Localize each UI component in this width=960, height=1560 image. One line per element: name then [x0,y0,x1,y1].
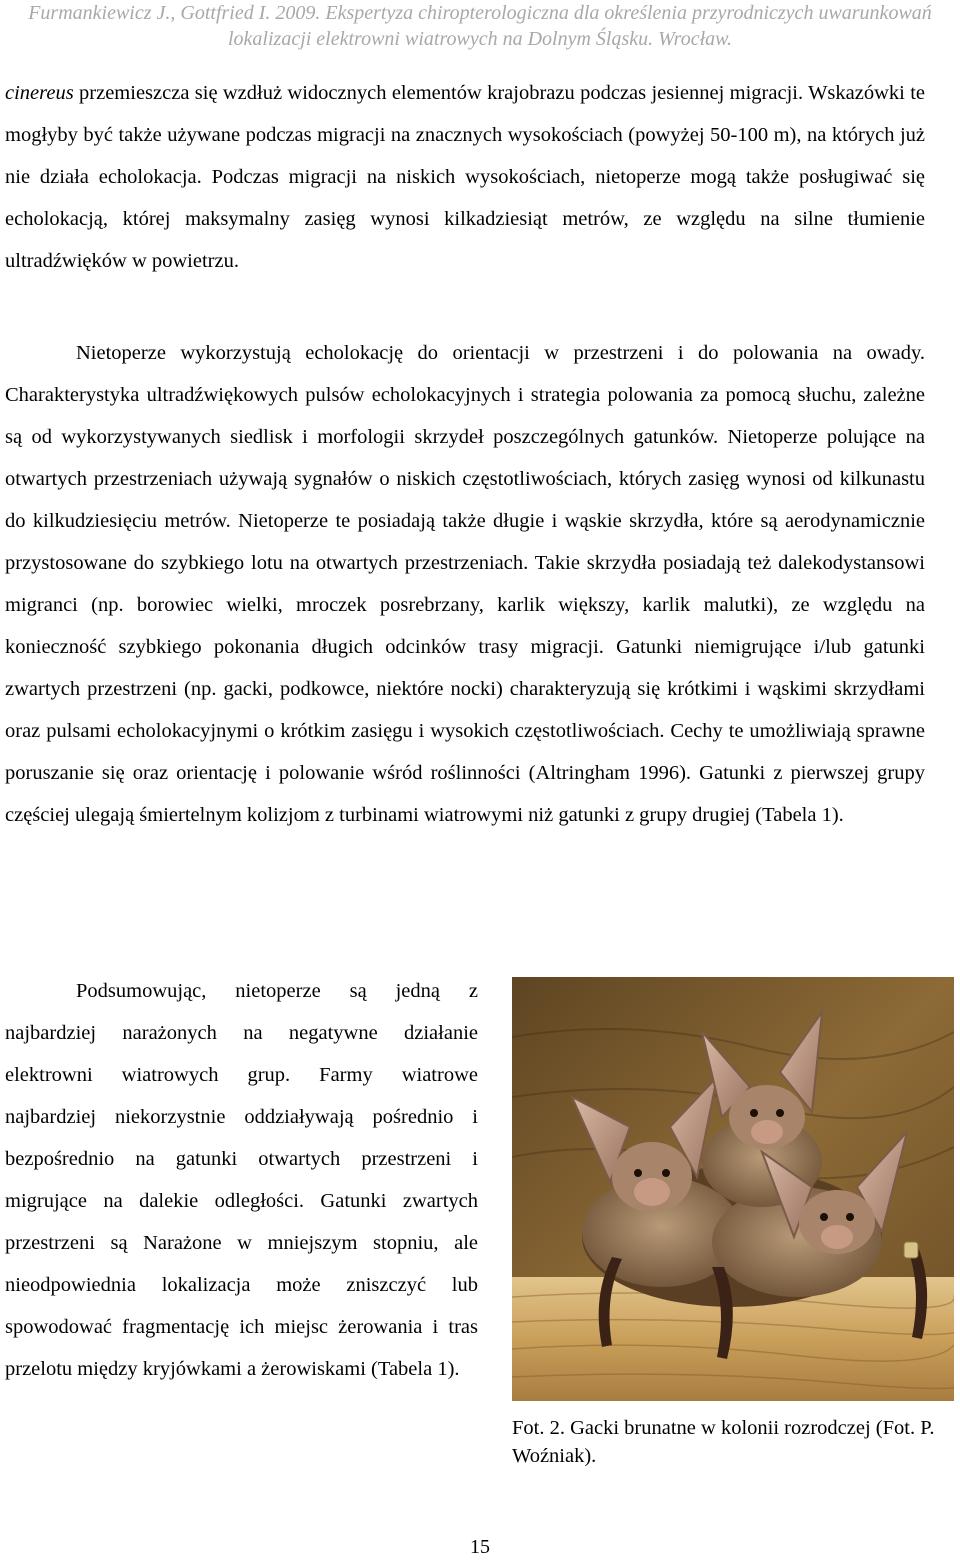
page-number: 15 [470,1536,490,1558]
species-name-italic: cinereus [5,82,74,104]
body-paragraph-3: Podsumowując, nietoperze są jedną z najbardziej narażonych na negatywne działanie elektrowni wiatrowych grup. Farmy wiatrowe najbardziej niekorzystnie oddziaływają pośrednio i bezpośrednio na gatunki otwartych przestrzeni i migrujące na dalekie odległości. Gatunki zwartych przestrzeni są Narażone w mniejszym stopniu, ale nieodpowiednia lokalizacja może zniszczyć lub spowodować fragmentację ich miejsc żerowania i tras przelotu między kryjówkami a żerowiskami (Tabela 1). [5,980,478,1380]
body-paragraph-1 [5,72,925,282]
header-line-1: Furmankiewicz J., Gottfried I. 2009. Ekspertyza chiropterologiczna dla określenia przyrodniczych uwarunkowań [28,2,932,24]
body-paragraph-1-text: przemieszcza się wzdłuż widocznych elementów krajobrazu podczas jesiennej migracji. Wskazówki te mogłyby być także używane podczas migracji na znacznych wysokościach (powyżej 50-100 m), na których już nie działa echolokacja. Podczas migracji na niskich wysokościach, nietoperze mogą także posługiwać się echolokacją, której maksymalny zasięg wynosi kilkadziesiąt metrów, ze względu na silne tłumienie ultradźwięków w powietrzu. [5,82,925,272]
figure-caption: Fot. 2. Gacki brunatne w kolonii rozrodczej (Fot. P. Woźniak). [512,1417,935,1467]
bat-colony-photo [512,977,954,1401]
header-line-2: lokalizacji elektrowni wiatrowych na Dolnym Śląsku. Wrocław. [227,28,732,50]
body-paragraph-2: Nietoperze wykorzystują echolokację do orientacji w przestrzeni i do polowania na owady. Charakterystyka ultradźwiękowych pulsów echolokacyjnych i strategia polowania za pomocą słuchu, zależne są od wykorzystywanych siedlisk i morfologii skrzydeł poszczególnych gatunków. Nietoperze polujące na otwartych przestrzeniach używają sygnałów o niskich częstotliwościach, których zasięg wynosi od kilkunastu do kilkudziesięciu metrów. Nietoperze te posiadają także długie i wąskie skrzydła, które są aerodynamicznie przystosowane do szybkiego lotu na otwartych przestrzeniach. Takie skrzydła posiadają też dalekodystansowi migranci (np. borowiec wielki, mroczek posrebrzany, karlik większy, karlik malutki), ze względu na konieczność szybkiego pokonania długich odcinków trasy migracji. Gatunki niemigrujące i/lub gatunki zwartych przestrzeni (np. gacki, podkowce, niektóre nocki) charakteryzują się krótkimi i wąskimi skrzydłami oraz pulsami echolokacyjnymi o krótkim zasięgu i wysokich częstotliwościach. Cechy te umożliwiają sprawne poruszanie się oraz orientację i polowanie wśród roślinności (Altringham 1996). Gatunki z pierwszej grupy częściej ulegają śmiertelnym kolizjom z turbinami wiatrowymi niż gatunki z grupy drugiej (Tabela 1). [5,342,925,826]
running-header [0,0,960,52]
